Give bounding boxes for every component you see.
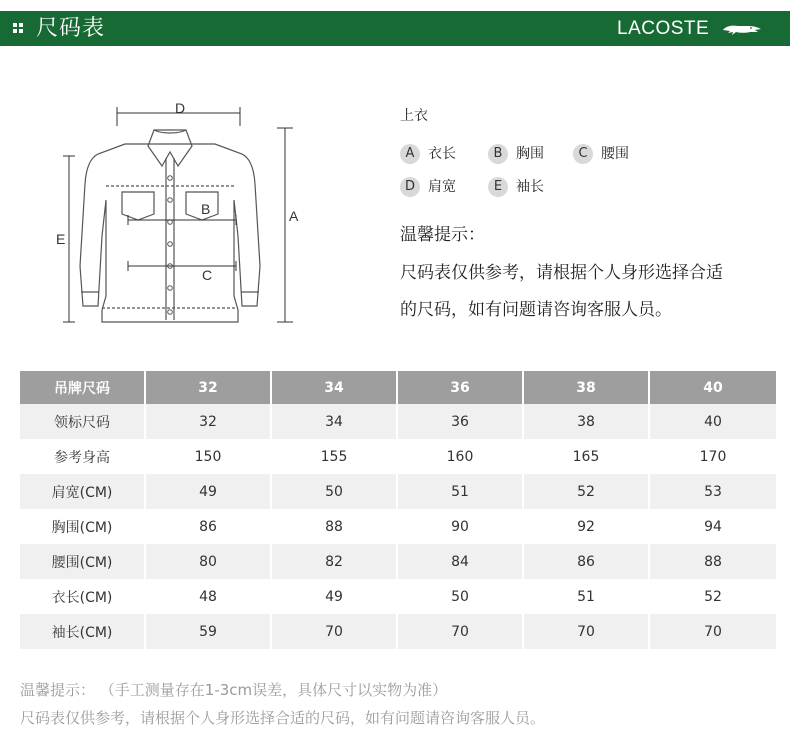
footer-note-1: 温馨提示： （手工测量存在1-3cm误差，具体尺寸以实物为准） [20, 681, 448, 699]
legend-item-c: C 腰围 [573, 143, 629, 165]
jacket-diagram [50, 96, 310, 336]
table-cell: 51 [524, 579, 650, 614]
table-cell: 49 [272, 579, 398, 614]
table-cell: 170 [650, 439, 776, 474]
legend-item-d: D 肩宽 [400, 176, 456, 198]
legend-item-e: E 袖长 [488, 176, 544, 198]
table-cell: 165 [524, 439, 650, 474]
table-cell: 155 [272, 439, 398, 474]
table-cell: 49 [146, 474, 272, 509]
legend-item-a: A 衣长 [400, 143, 456, 165]
table-cell: 52 [650, 579, 776, 614]
table-cell: 34 [272, 404, 398, 439]
table-row [20, 509, 776, 544]
tip-line-2: 的尺码，如有问题请咨询客服人员。 [400, 300, 672, 320]
label-e: E [56, 231, 66, 247]
table-header-row [20, 371, 776, 404]
label-c: C [202, 267, 213, 283]
footer-note-2: 尺码表仅供参考，请根据个人身形选择合适的尺码，如有问题请咨询客服人员。 [20, 709, 546, 727]
table-cell: 51 [398, 474, 524, 509]
table-cell: 150 [146, 439, 272, 474]
page-title: 尺码表 [36, 16, 106, 41]
table-cell: 88 [650, 544, 776, 579]
table-row [20, 404, 776, 439]
table-cell: 70 [272, 614, 398, 649]
column-header: 32 [146, 371, 272, 404]
column-header: 34 [272, 371, 398, 404]
table-row [20, 474, 776, 509]
row-label: 参考身高 [20, 439, 146, 474]
table-cell: 82 [272, 544, 398, 579]
table-cell: 50 [398, 579, 524, 614]
table-cell: 40 [650, 404, 776, 439]
table-cell: 53 [650, 474, 776, 509]
column-header: 36 [398, 371, 524, 404]
table-row [20, 439, 776, 474]
row-label: 腰围(CM) [20, 544, 146, 579]
table-cell: 86 [524, 544, 650, 579]
table-cell: 70 [398, 614, 524, 649]
table-row [20, 544, 776, 579]
table-cell: 88 [272, 509, 398, 544]
table-cell: 84 [398, 544, 524, 579]
table-cell: 90 [398, 509, 524, 544]
table-cell: 160 [398, 439, 524, 474]
row-label: 领标尺码 [20, 404, 146, 439]
column-header: 38 [524, 371, 650, 404]
table-cell: 52 [524, 474, 650, 509]
legend-item-b: B 胸围 [488, 143, 544, 165]
table-cell: 92 [524, 509, 650, 544]
table-cell: 32 [146, 404, 272, 439]
grid-icon [13, 23, 23, 33]
column-header: 吊牌尺码 [20, 371, 146, 404]
table-cell: 70 [524, 614, 650, 649]
table-cell: 59 [146, 614, 272, 649]
tip-line-1: 尺码表仅供参考，请根据个人身形选择合适 [400, 263, 723, 283]
label-a: A [289, 208, 299, 224]
table-cell: 48 [146, 579, 272, 614]
table-cell: 70 [650, 614, 776, 649]
table-cell: 80 [146, 544, 272, 579]
crocodile-logo-icon [722, 21, 762, 37]
label-d: D [175, 100, 186, 116]
header-bar [0, 11, 790, 46]
row-label: 肩宽(CM) [20, 474, 146, 509]
table-cell: 86 [146, 509, 272, 544]
table-cell: 38 [524, 404, 650, 439]
legend-title: 上衣 [400, 108, 428, 124]
size-table [20, 371, 776, 649]
table-cell: 50 [272, 474, 398, 509]
label-b: B [201, 201, 211, 217]
row-label: 袖长(CM) [20, 614, 146, 649]
table-row [20, 614, 776, 649]
row-label: 衣长(CM) [20, 579, 146, 614]
table-cell: 36 [398, 404, 524, 439]
tip-heading: 温馨提示： [400, 225, 485, 245]
column-header: 40 [650, 371, 776, 404]
row-label: 胸围(CM) [20, 509, 146, 544]
table-cell: 94 [650, 509, 776, 544]
brand-name: LACOSTE [617, 18, 710, 39]
table-row [20, 579, 776, 614]
